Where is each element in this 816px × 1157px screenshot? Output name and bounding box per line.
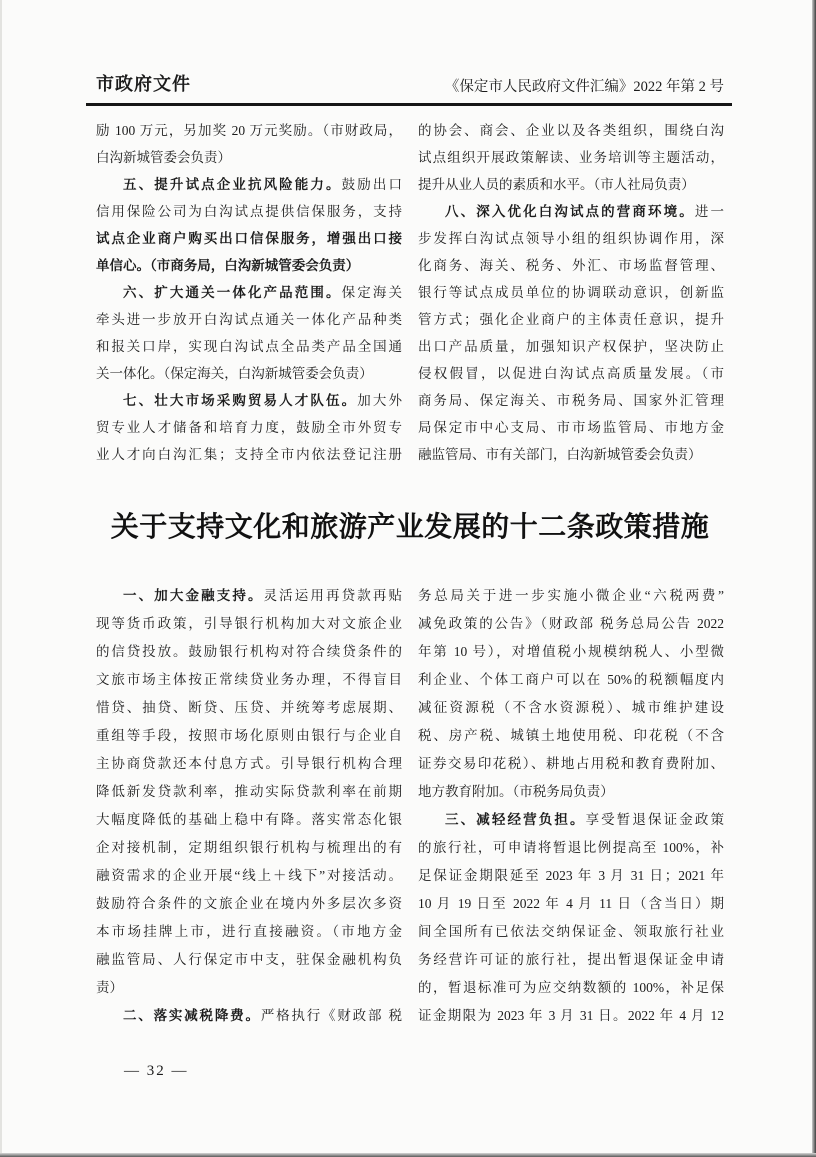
bold-text-segment: 试点企业商户购买出口信保服务，增强出口接: [96, 231, 402, 246]
text-segment: 严格执行《财政部 税: [260, 1008, 402, 1023]
text-line: [418, 144, 724, 171]
text-segment: 白沟新城管委会负责）: [96, 150, 231, 165]
text-segment: 信用保险公司为白沟试点提供信保服务，支持: [96, 204, 402, 219]
text-segment: 务经营许可证的旅行社，提出暂退保证金申请: [418, 952, 724, 967]
text-segment: 融监管局、人行保定市中支，驻保金融机构负: [96, 952, 402, 967]
header-compilation-title: 《保定市人民政府文件汇编》2022 年第 2 号: [444, 79, 724, 95]
text-line: [96, 806, 402, 834]
text-segment: 企对接机制，定期组织银行机构与梳理出的有: [96, 840, 402, 855]
text-line: [96, 414, 402, 441]
bold-text-segment: 一、加大金融支持。: [123, 588, 264, 603]
text-segment: 间全国所有已依法交纳保证金、领取旅行社业: [418, 924, 724, 939]
text-segment: 地方教育附加。（市税务局负责）: [418, 784, 614, 799]
text-line: [418, 778, 724, 806]
scan-edge-bottom: [0, 1153, 816, 1157]
text-segment: 10 月 19 日至 2022 年 4 月 11 日（含当日）期: [418, 896, 724, 911]
bold-text-segment: 六、扩大通关一体化产品范围。: [123, 285, 342, 300]
text-line: [418, 834, 724, 862]
bold-text-segment: 七、壮大市场采购贸易人才队伍。: [123, 393, 358, 408]
text-segment: 提升从业人员的素质和水平。（市人社局负责）: [418, 177, 695, 192]
text-line: [418, 279, 724, 306]
text-line: [418, 890, 724, 918]
top-text-section: [96, 117, 724, 468]
text-line: [418, 1002, 724, 1030]
text-line: [418, 806, 724, 834]
text-segment: 化商务、海关、税务、外汇、市场监督管理、: [418, 258, 724, 273]
text-segment: 保定海关: [341, 285, 403, 300]
header-document-category: 市政府文件: [96, 74, 191, 94]
text-segment: 励 100 万元，另加奖 20 万元奖励。（市财政局，: [96, 123, 402, 138]
text-segment: 的信贷投放。鼓励银行机构对符合续贷条件的: [96, 644, 402, 659]
text-line: [96, 252, 402, 279]
text-line: [418, 252, 724, 279]
text-line: [96, 694, 402, 722]
text-line: [96, 198, 402, 225]
text-line: [96, 306, 402, 333]
text-segment: 融资需求的企业开展“线上＋线下”对接活动。: [96, 868, 402, 883]
text-segment: 文旅市场主体按正常续贷业务办理，不得盲目: [96, 672, 402, 687]
text-line: [418, 360, 724, 387]
text-segment: 局保定市中心支局、市市场监管局、市地方金: [418, 420, 724, 435]
text-line: [418, 750, 724, 778]
page-number: — 32 —: [124, 1063, 189, 1079]
text-segment: 减免政策的公告》（财政部 税务总局公告 2022: [418, 616, 724, 631]
text-segment: 关一体化。（保定海关，白沟新城管委会负责）: [96, 366, 373, 381]
text-line: [96, 582, 402, 610]
text-line: [418, 638, 724, 666]
document-title: 关于支持文化和旅游产业发展的十二条政策措施: [110, 512, 710, 543]
text-segment: 鼓励出口: [341, 177, 403, 192]
text-segment: 灵活运用再贷款再贴: [263, 588, 403, 603]
text-line: [418, 610, 724, 638]
text-line: [96, 834, 402, 862]
text-line: [418, 974, 724, 1002]
bottom-right-column: [418, 582, 724, 1030]
text-segment: 减征资源税（不含水资源税）、城市维护建设: [418, 700, 724, 715]
text-segment: 重组等手段，按照市场化原则由银行与企业自: [96, 728, 402, 743]
text-line: [96, 974, 402, 1002]
text-segment: 的旅行社，可申请将暂退比例提高至 100%，补: [418, 840, 724, 855]
text-segment: 加大外: [357, 393, 403, 408]
bold-text-segment: 单信心。（市商务局，白沟新城管委会负责）: [96, 258, 360, 273]
bold-text-segment: 二、落实减税降费。: [123, 1008, 261, 1023]
text-line: [96, 666, 402, 694]
text-segment: 利企业、个体工商户可以在 50%的税额幅度内: [418, 672, 724, 687]
text-line: [96, 610, 402, 638]
text-segment: 业人才向白沟汇集；支持全市内依法登记注册: [96, 447, 402, 462]
bottom-left-column: [96, 582, 402, 1030]
text-segment: 大幅度降低的基础上稳中有降。落实常态化银: [96, 812, 402, 827]
text-line: [96, 117, 402, 144]
text-line: [418, 666, 724, 694]
text-line: [418, 387, 724, 414]
text-line: [418, 117, 724, 144]
text-line: [96, 279, 402, 306]
text-segment: 鼓励符合条件的文旅企业在境内外多层次多资: [96, 896, 402, 911]
text-line: [96, 750, 402, 778]
text-line: [96, 1002, 402, 1030]
top-right-column: [418, 117, 724, 468]
text-segment: 的协会、商会、企业以及各类组织，围绕白沟: [418, 123, 724, 138]
text-segment: 管方式；强化企业商户的主体责任意识，提升: [418, 312, 724, 327]
text-segment: 和报关口岸，实现白沟试点全品类产品全国通: [96, 339, 402, 354]
bold-text-segment: 三、减轻经营负担。: [445, 812, 586, 827]
text-line: [96, 862, 402, 890]
text-segment: 证金期限为 2023 年 3 月 31 日。2022 年 4 月 12: [418, 1008, 724, 1023]
text-segment: 步发挥白沟试点领导小组的组织协调作用，深: [418, 231, 724, 246]
text-line: [418, 306, 724, 333]
header-rule: [86, 103, 732, 106]
text-segment: 足保证金期限延至 2023 年 3 月 31 日；2021 年: [418, 868, 724, 883]
text-segment: 现等货币政策，引导银行机构加大对文旅企业: [96, 616, 402, 631]
text-segment: 进一: [694, 204, 725, 219]
scan-edge-right: [812, 0, 816, 1157]
text-line: [96, 441, 402, 468]
text-line: [418, 171, 724, 198]
text-segment: 年第 10 号），对增值税小规模纳税人、小型微: [418, 644, 724, 659]
text-line: [96, 171, 402, 198]
text-line: [418, 198, 724, 225]
text-segment: 降低新发贷款利率，推动实际贷款利率在前期: [96, 784, 402, 799]
top-left-column: [96, 117, 402, 468]
text-segment: 本市场挂牌上市，进行直接融资。（市地方金: [96, 924, 402, 939]
text-line: [96, 387, 402, 414]
text-line: [418, 225, 724, 252]
text-line: [418, 862, 724, 890]
text-line: [96, 360, 402, 387]
text-line: [96, 890, 402, 918]
text-line: [418, 414, 724, 441]
text-line: [96, 778, 402, 806]
text-line: [96, 333, 402, 360]
text-segment: 务总局关于进一步实施小微企业“六税两费”: [418, 588, 724, 603]
text-line: [418, 694, 724, 722]
text-segment: 惜贷、抽贷、断贷、压贷、并统筹考虑展期、: [96, 700, 402, 715]
text-segment: 试点组织开展政策解读、业务培训等主题活动，: [418, 150, 724, 165]
text-segment: 银行等试点成员单位的协调联动意识，创新监: [418, 285, 724, 300]
text-line: [418, 441, 724, 468]
text-line: [418, 918, 724, 946]
text-segment: 证券交易印花税）、耕地占用税和教育费附加、: [418, 756, 724, 771]
text-segment: 享受暂退保证金政策: [585, 812, 725, 827]
text-segment: 牵头进一步放开白沟试点通关一体化产品种类: [96, 312, 402, 327]
text-line: [96, 946, 402, 974]
text-line: [418, 722, 724, 750]
text-line: [96, 225, 402, 252]
text-segment: 侵权假冒，以促进白沟试点高质量发展。（市: [418, 366, 724, 381]
text-segment: 融监管局、市有关部门，白沟新城管委会负责）: [418, 447, 702, 462]
bold-text-segment: 八、深入优化白沟试点的营商环境。: [445, 204, 695, 219]
text-line: [418, 333, 724, 360]
text-segment: 责）: [96, 980, 123, 995]
text-line: [96, 722, 402, 750]
text-segment: 税、房产税、城镇土地使用税、印花税（不含: [418, 728, 724, 743]
text-segment: 商务局、保定海关、市税务局、国家外汇管理: [418, 393, 724, 408]
text-line: [96, 144, 402, 171]
text-line: [418, 946, 724, 974]
text-segment: 出口产品质量，加强知识产权保护，坚决防止: [418, 339, 724, 354]
text-line: [418, 582, 724, 610]
page-header: [96, 70, 724, 96]
text-segment: 的，暂退标准可为应交纳数额的 100%，补足保: [418, 980, 724, 995]
text-line: [96, 638, 402, 666]
scan-edge-left: [0, 0, 2, 1157]
text-segment: 贸专业人才储备和培育力度，鼓励全市外贸专: [96, 420, 402, 435]
text-segment: 主协商贷款还本付息方式。引导银行机构合理: [96, 756, 402, 771]
bottom-text-section: [96, 582, 724, 1030]
text-line: [96, 918, 402, 946]
bold-text-segment: 五、提升试点企业抗风险能力。: [123, 177, 342, 192]
